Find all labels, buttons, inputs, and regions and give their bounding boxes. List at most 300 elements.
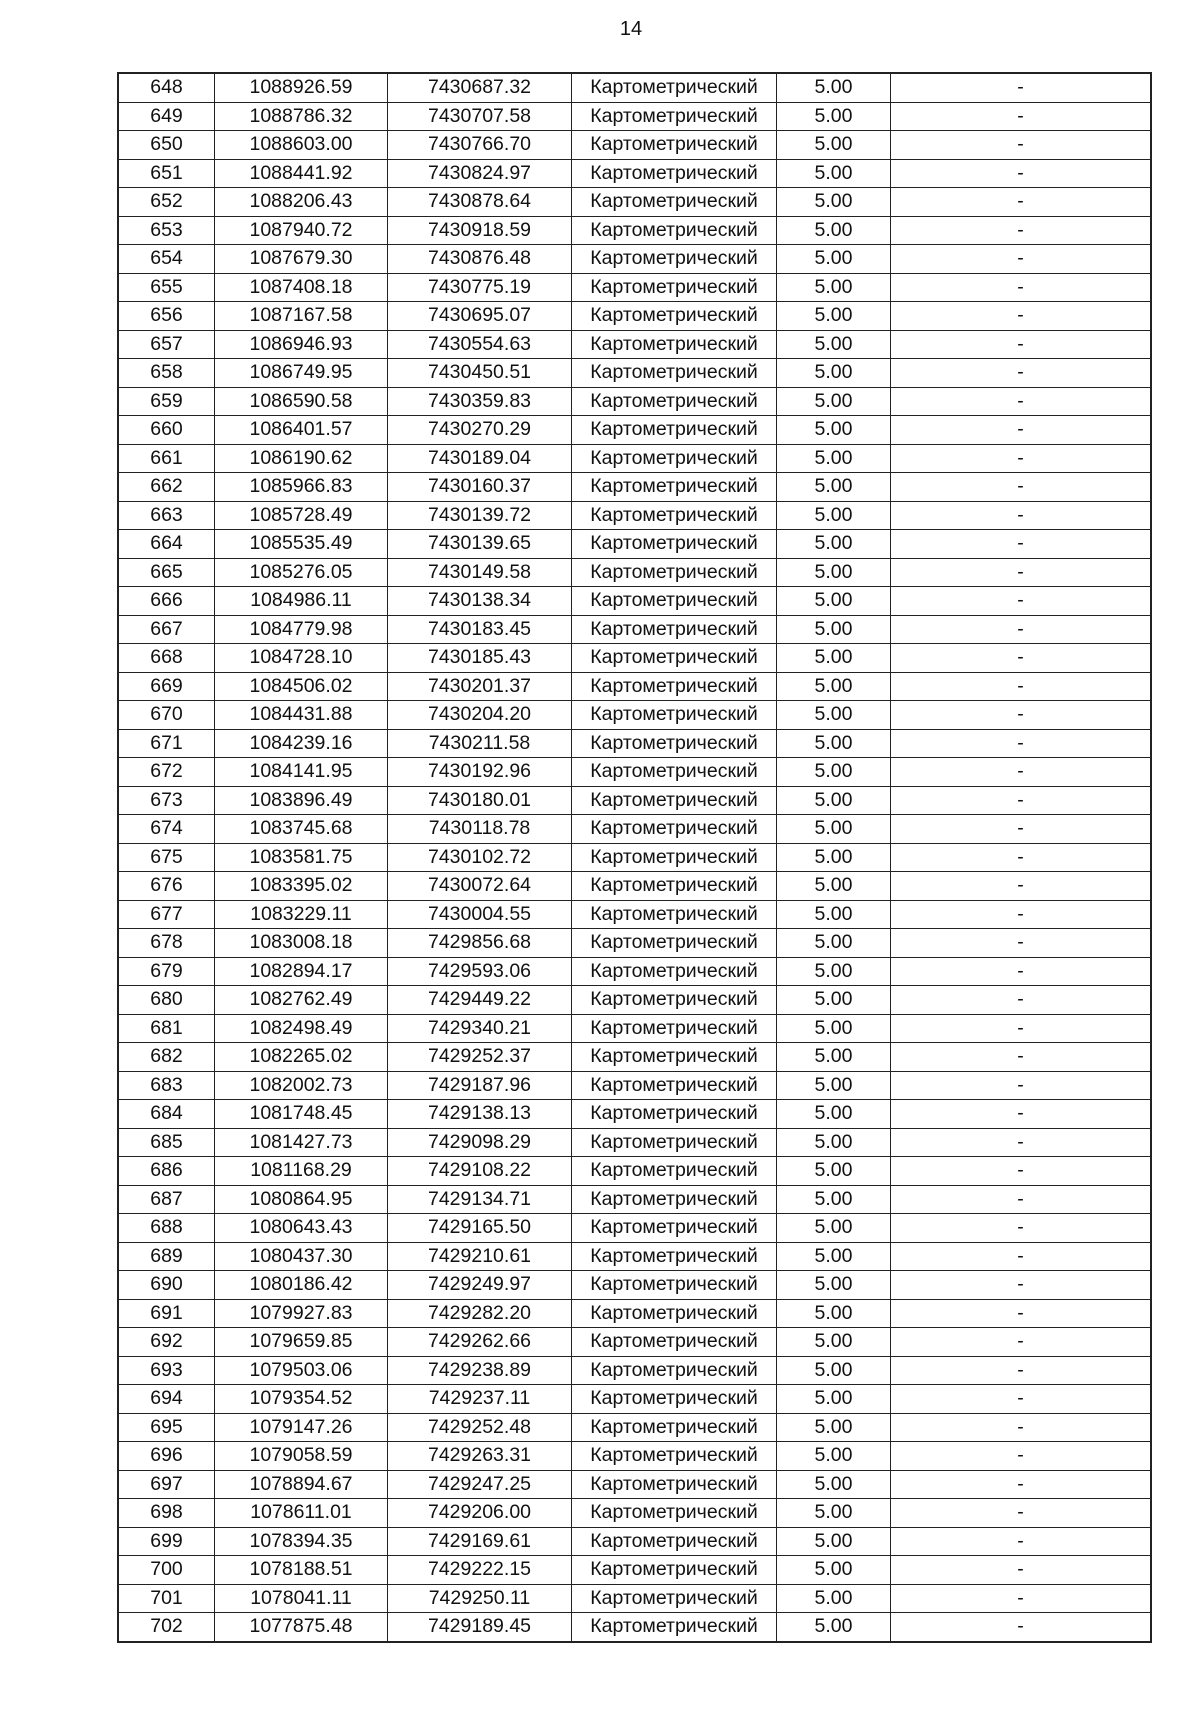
point-number-cell: 699 — [118, 1527, 215, 1556]
x-coordinate-cell: 1086590.58 — [215, 387, 388, 416]
y-coordinate-cell: 7429262.66 — [388, 1328, 572, 1357]
accuracy-cell: 5.00 — [777, 587, 891, 616]
point-number-cell: 665 — [118, 558, 215, 587]
x-coordinate-cell: 1087408.18 — [215, 273, 388, 302]
y-coordinate-cell: 7429252.48 — [388, 1413, 572, 1442]
description-cell: - — [891, 1385, 1152, 1414]
accuracy-cell: 5.00 — [777, 1413, 891, 1442]
table-row — [118, 73, 1151, 102]
point-number-cell: 666 — [118, 587, 215, 616]
accuracy-cell: 5.00 — [777, 1014, 891, 1043]
point-number-cell: 662 — [118, 473, 215, 502]
description-cell: - — [891, 587, 1152, 616]
y-coordinate-cell: 7429222.15 — [388, 1556, 572, 1585]
method-cell: Картометрический — [572, 216, 777, 245]
y-coordinate-cell: 7430918.59 — [388, 216, 572, 245]
method-cell: Картометрический — [572, 416, 777, 445]
x-coordinate-cell: 1078611.01 — [215, 1499, 388, 1528]
table-row — [118, 701, 1151, 730]
y-coordinate-cell: 7429249.97 — [388, 1271, 572, 1300]
description-cell: - — [891, 986, 1152, 1015]
x-coordinate-cell: 1083008.18 — [215, 929, 388, 958]
y-coordinate-cell: 7430102.72 — [388, 843, 572, 872]
point-number-cell: 681 — [118, 1014, 215, 1043]
method-cell: Картометрический — [572, 1413, 777, 1442]
x-coordinate-cell: 1082894.17 — [215, 957, 388, 986]
description-cell: - — [891, 615, 1152, 644]
description-cell: - — [891, 1328, 1152, 1357]
table-row — [118, 245, 1151, 274]
method-cell: Картометрический — [572, 900, 777, 929]
point-number-cell: 669 — [118, 672, 215, 701]
y-coordinate-cell: 7429189.45 — [388, 1613, 572, 1642]
accuracy-cell: 5.00 — [777, 786, 891, 815]
method-cell: Картометрический — [572, 1613, 777, 1642]
method-cell: Картометрический — [572, 672, 777, 701]
y-coordinate-cell: 7429250.11 — [388, 1584, 572, 1613]
accuracy-cell: 5.00 — [777, 615, 891, 644]
accuracy-cell: 5.00 — [777, 815, 891, 844]
description-cell: - — [891, 758, 1152, 787]
accuracy-cell: 5.00 — [777, 1214, 891, 1243]
method-cell: Картометрический — [572, 587, 777, 616]
description-cell: - — [891, 1100, 1152, 1129]
x-coordinate-cell: 1088926.59 — [215, 73, 388, 102]
y-coordinate-cell: 7429134.71 — [388, 1185, 572, 1214]
method-cell: Картометрический — [572, 1385, 777, 1414]
method-cell: Картометрический — [572, 444, 777, 473]
point-number-cell: 653 — [118, 216, 215, 245]
table-row — [118, 159, 1151, 188]
x-coordinate-cell: 1083581.75 — [215, 843, 388, 872]
description-cell: - — [891, 786, 1152, 815]
table-row — [118, 1527, 1151, 1556]
point-number-cell: 686 — [118, 1157, 215, 1186]
point-number-cell: 657 — [118, 330, 215, 359]
point-number-cell: 678 — [118, 929, 215, 958]
x-coordinate-cell: 1084986.11 — [215, 587, 388, 616]
description-cell: - — [891, 1185, 1152, 1214]
description-cell: - — [891, 1242, 1152, 1271]
point-number-cell: 687 — [118, 1185, 215, 1214]
y-coordinate-cell: 7430192.96 — [388, 758, 572, 787]
x-coordinate-cell: 1086749.95 — [215, 359, 388, 388]
method-cell: Картометрический — [572, 644, 777, 673]
method-cell: Картометрический — [572, 131, 777, 160]
point-number-cell: 655 — [118, 273, 215, 302]
point-number-cell: 676 — [118, 872, 215, 901]
method-cell: Картометрический — [572, 273, 777, 302]
x-coordinate-cell: 1087167.58 — [215, 302, 388, 331]
table-row — [118, 1128, 1151, 1157]
x-coordinate-cell: 1083395.02 — [215, 872, 388, 901]
y-coordinate-cell: 7429108.22 — [388, 1157, 572, 1186]
table-row — [118, 530, 1151, 559]
y-coordinate-cell: 7430707.58 — [388, 102, 572, 131]
x-coordinate-cell: 1087679.30 — [215, 245, 388, 274]
y-coordinate-cell: 7430201.37 — [388, 672, 572, 701]
x-coordinate-cell: 1084431.88 — [215, 701, 388, 730]
table-row — [118, 900, 1151, 929]
table-row — [118, 558, 1151, 587]
x-coordinate-cell: 1084728.10 — [215, 644, 388, 673]
description-cell: - — [891, 473, 1152, 502]
y-coordinate-cell: 7430554.63 — [388, 330, 572, 359]
description-cell: - — [891, 558, 1152, 587]
table-row — [118, 330, 1151, 359]
point-number-cell: 689 — [118, 1242, 215, 1271]
table-row — [118, 1442, 1151, 1471]
table-row — [118, 416, 1151, 445]
point-number-cell: 674 — [118, 815, 215, 844]
x-coordinate-cell: 1082762.49 — [215, 986, 388, 1015]
accuracy-cell: 5.00 — [777, 131, 891, 160]
x-coordinate-cell: 1082265.02 — [215, 1043, 388, 1072]
x-coordinate-cell: 1084141.95 — [215, 758, 388, 787]
accuracy-cell: 5.00 — [777, 501, 891, 530]
table-row — [118, 1385, 1151, 1414]
point-number-cell: 650 — [118, 131, 215, 160]
y-coordinate-cell: 7429449.22 — [388, 986, 572, 1015]
table-row — [118, 1214, 1151, 1243]
x-coordinate-cell: 1086401.57 — [215, 416, 388, 445]
description-cell: - — [891, 330, 1152, 359]
point-number-cell: 652 — [118, 188, 215, 217]
x-coordinate-cell: 1083229.11 — [215, 900, 388, 929]
method-cell: Картометрический — [572, 1071, 777, 1100]
description-cell: - — [891, 900, 1152, 929]
accuracy-cell: 5.00 — [777, 672, 891, 701]
table-row — [118, 1014, 1151, 1043]
method-cell: Картометрический — [572, 159, 777, 188]
accuracy-cell: 5.00 — [777, 1584, 891, 1613]
point-number-cell: 656 — [118, 302, 215, 331]
x-coordinate-cell: 1085728.49 — [215, 501, 388, 530]
y-coordinate-cell: 7430004.55 — [388, 900, 572, 929]
description-cell: - — [891, 1214, 1152, 1243]
x-coordinate-cell: 1084239.16 — [215, 729, 388, 758]
description-cell: - — [891, 1499, 1152, 1528]
accuracy-cell: 5.00 — [777, 1043, 891, 1072]
table-row — [118, 1356, 1151, 1385]
method-cell: Картометрический — [572, 1043, 777, 1072]
method-cell: Картометрический — [572, 1157, 777, 1186]
y-coordinate-cell: 7430183.45 — [388, 615, 572, 644]
point-number-cell: 693 — [118, 1356, 215, 1385]
x-coordinate-cell: 1082498.49 — [215, 1014, 388, 1043]
description-cell: - — [891, 815, 1152, 844]
x-coordinate-cell: 1077875.48 — [215, 1613, 388, 1642]
description-cell: - — [891, 1043, 1152, 1072]
table-row — [118, 1043, 1151, 1072]
x-coordinate-cell: 1086946.93 — [215, 330, 388, 359]
method-cell: Картометрический — [572, 102, 777, 131]
method-cell: Картометрический — [572, 530, 777, 559]
accuracy-cell: 5.00 — [777, 188, 891, 217]
method-cell: Картометрический — [572, 387, 777, 416]
table-row — [118, 786, 1151, 815]
point-number-cell: 663 — [118, 501, 215, 530]
method-cell: Картометрический — [572, 1242, 777, 1271]
y-coordinate-cell: 7429210.61 — [388, 1242, 572, 1271]
method-cell: Картометрический — [572, 245, 777, 274]
accuracy-cell: 5.00 — [777, 1157, 891, 1186]
method-cell: Картометрический — [572, 957, 777, 986]
table-row — [118, 615, 1151, 644]
accuracy-cell: 5.00 — [777, 900, 891, 929]
description-cell: - — [891, 1128, 1152, 1157]
description-cell: - — [891, 501, 1152, 530]
point-number-cell: 683 — [118, 1071, 215, 1100]
method-cell: Картометрический — [572, 843, 777, 872]
y-coordinate-cell: 7429282.20 — [388, 1299, 572, 1328]
description-cell: - — [891, 530, 1152, 559]
description-cell: - — [891, 245, 1152, 274]
y-coordinate-cell: 7429593.06 — [388, 957, 572, 986]
table-row — [118, 957, 1151, 986]
y-coordinate-cell: 7430878.64 — [388, 188, 572, 217]
y-coordinate-cell: 7430876.48 — [388, 245, 572, 274]
point-number-cell: 659 — [118, 387, 215, 416]
table-row — [118, 131, 1151, 160]
description-cell: - — [891, 73, 1152, 102]
accuracy-cell: 5.00 — [777, 1385, 891, 1414]
description-cell: - — [891, 1299, 1152, 1328]
accuracy-cell: 5.00 — [777, 1356, 891, 1385]
y-coordinate-cell: 7429856.68 — [388, 929, 572, 958]
y-coordinate-cell: 7430072.64 — [388, 872, 572, 901]
y-coordinate-cell: 7430270.29 — [388, 416, 572, 445]
point-number-cell: 695 — [118, 1413, 215, 1442]
table-row — [118, 273, 1151, 302]
table-row — [118, 986, 1151, 1015]
description-cell: - — [891, 1356, 1152, 1385]
y-coordinate-cell: 7430149.58 — [388, 558, 572, 587]
method-cell: Картометрический — [572, 501, 777, 530]
point-number-cell: 649 — [118, 102, 215, 131]
description-cell: - — [891, 644, 1152, 673]
accuracy-cell: 5.00 — [777, 73, 891, 102]
table-row — [118, 1556, 1151, 1585]
method-cell: Картометрический — [572, 73, 777, 102]
table-row — [118, 1613, 1151, 1642]
x-coordinate-cell: 1083745.68 — [215, 815, 388, 844]
point-number-cell: 658 — [118, 359, 215, 388]
y-coordinate-cell: 7430687.32 — [388, 73, 572, 102]
x-coordinate-cell: 1078188.51 — [215, 1556, 388, 1585]
accuracy-cell: 5.00 — [777, 558, 891, 587]
y-coordinate-cell: 7430359.83 — [388, 387, 572, 416]
method-cell: Картометрический — [572, 188, 777, 217]
x-coordinate-cell: 1082002.73 — [215, 1071, 388, 1100]
table-row — [118, 359, 1151, 388]
point-number-cell: 670 — [118, 701, 215, 730]
table-row — [118, 729, 1151, 758]
x-coordinate-cell: 1079147.26 — [215, 1413, 388, 1442]
x-coordinate-cell: 1078041.11 — [215, 1584, 388, 1613]
description-cell: - — [891, 957, 1152, 986]
description-cell: - — [891, 1470, 1152, 1499]
accuracy-cell: 5.00 — [777, 359, 891, 388]
accuracy-cell: 5.00 — [777, 159, 891, 188]
x-coordinate-cell: 1088603.00 — [215, 131, 388, 160]
y-coordinate-cell: 7430824.97 — [388, 159, 572, 188]
accuracy-cell: 5.00 — [777, 872, 891, 901]
y-coordinate-cell: 7430139.65 — [388, 530, 572, 559]
point-number-cell: 675 — [118, 843, 215, 872]
accuracy-cell: 5.00 — [777, 273, 891, 302]
y-coordinate-cell: 7429238.89 — [388, 1356, 572, 1385]
method-cell: Картометрический — [572, 758, 777, 787]
y-coordinate-cell: 7430180.01 — [388, 786, 572, 815]
point-number-cell: 654 — [118, 245, 215, 274]
description-cell: - — [891, 359, 1152, 388]
accuracy-cell: 5.00 — [777, 1271, 891, 1300]
coordinates-table — [117, 72, 1152, 1643]
point-number-cell: 661 — [118, 444, 215, 473]
description-cell: - — [891, 387, 1152, 416]
x-coordinate-cell: 1078894.67 — [215, 1470, 388, 1499]
x-coordinate-cell: 1078394.35 — [215, 1527, 388, 1556]
description-cell: - — [891, 1527, 1152, 1556]
table-row — [118, 1413, 1151, 1442]
y-coordinate-cell: 7430189.04 — [388, 444, 572, 473]
table-row — [118, 815, 1151, 844]
point-number-cell: 680 — [118, 986, 215, 1015]
accuracy-cell: 5.00 — [777, 444, 891, 473]
y-coordinate-cell: 7429206.00 — [388, 1499, 572, 1528]
description-cell: - — [891, 872, 1152, 901]
method-cell: Картометрический — [572, 1271, 777, 1300]
point-number-cell: 685 — [118, 1128, 215, 1157]
method-cell: Картометрический — [572, 1100, 777, 1129]
y-coordinate-cell: 7430766.70 — [388, 131, 572, 160]
point-number-cell: 677 — [118, 900, 215, 929]
x-coordinate-cell: 1080186.42 — [215, 1271, 388, 1300]
description-cell: - — [891, 159, 1152, 188]
x-coordinate-cell: 1084779.98 — [215, 615, 388, 644]
method-cell: Картометрический — [572, 1556, 777, 1585]
method-cell: Картометрический — [572, 558, 777, 587]
description-cell: - — [891, 1271, 1152, 1300]
description-cell: - — [891, 929, 1152, 958]
x-coordinate-cell: 1079058.59 — [215, 1442, 388, 1471]
accuracy-cell: 5.00 — [777, 387, 891, 416]
table-row — [118, 843, 1151, 872]
table-row — [118, 1470, 1151, 1499]
accuracy-cell: 5.00 — [777, 102, 891, 131]
x-coordinate-cell: 1086190.62 — [215, 444, 388, 473]
point-number-cell: 668 — [118, 644, 215, 673]
accuracy-cell: 5.00 — [777, 1299, 891, 1328]
table-row — [118, 444, 1151, 473]
x-coordinate-cell: 1079354.52 — [215, 1385, 388, 1414]
description-cell: - — [891, 302, 1152, 331]
method-cell: Картометрический — [572, 1442, 777, 1471]
accuracy-cell: 5.00 — [777, 929, 891, 958]
accuracy-cell: 5.00 — [777, 1556, 891, 1585]
x-coordinate-cell: 1083896.49 — [215, 786, 388, 815]
accuracy-cell: 5.00 — [777, 330, 891, 359]
point-number-cell: 671 — [118, 729, 215, 758]
description-cell: - — [891, 1556, 1152, 1585]
x-coordinate-cell: 1087940.72 — [215, 216, 388, 245]
table-row — [118, 102, 1151, 131]
accuracy-cell: 5.00 — [777, 302, 891, 331]
point-number-cell: 660 — [118, 416, 215, 445]
table-row — [118, 1584, 1151, 1613]
accuracy-cell: 5.00 — [777, 1442, 891, 1471]
point-number-cell: 651 — [118, 159, 215, 188]
y-coordinate-cell: 7429237.11 — [388, 1385, 572, 1414]
x-coordinate-cell: 1085966.83 — [215, 473, 388, 502]
y-coordinate-cell: 7429252.37 — [388, 1043, 572, 1072]
description-cell: - — [891, 1071, 1152, 1100]
accuracy-cell: 5.00 — [777, 473, 891, 502]
description-cell: - — [891, 131, 1152, 160]
description-cell: - — [891, 444, 1152, 473]
x-coordinate-cell: 1088441.92 — [215, 159, 388, 188]
table-row — [118, 587, 1151, 616]
table-row — [118, 501, 1151, 530]
method-cell: Картометрический — [572, 615, 777, 644]
method-cell: Картометрический — [572, 330, 777, 359]
x-coordinate-cell: 1080864.95 — [215, 1185, 388, 1214]
point-number-cell: 648 — [118, 73, 215, 102]
y-coordinate-cell: 7430450.51 — [388, 359, 572, 388]
y-coordinate-cell: 7429340.21 — [388, 1014, 572, 1043]
y-coordinate-cell: 7430138.34 — [388, 587, 572, 616]
accuracy-cell: 5.00 — [777, 1100, 891, 1129]
description-cell: - — [891, 1613, 1152, 1642]
description-cell: - — [891, 216, 1152, 245]
accuracy-cell: 5.00 — [777, 1128, 891, 1157]
accuracy-cell: 5.00 — [777, 701, 891, 730]
table-row — [118, 387, 1151, 416]
x-coordinate-cell: 1081427.73 — [215, 1128, 388, 1157]
method-cell: Картометрический — [572, 1128, 777, 1157]
method-cell: Картометрический — [572, 1328, 777, 1357]
y-coordinate-cell: 7429138.13 — [388, 1100, 572, 1129]
y-coordinate-cell: 7429098.29 — [388, 1128, 572, 1157]
method-cell: Картометрический — [572, 302, 777, 331]
point-number-cell: 673 — [118, 786, 215, 815]
description-cell: - — [891, 729, 1152, 758]
accuracy-cell: 5.00 — [777, 216, 891, 245]
accuracy-cell: 5.00 — [777, 986, 891, 1015]
y-coordinate-cell: 7430204.20 — [388, 701, 572, 730]
point-number-cell: 700 — [118, 1556, 215, 1585]
table-row — [118, 302, 1151, 331]
accuracy-cell: 5.00 — [777, 644, 891, 673]
point-number-cell: 696 — [118, 1442, 215, 1471]
point-number-cell: 667 — [118, 615, 215, 644]
y-coordinate-cell: 7430160.37 — [388, 473, 572, 502]
description-cell: - — [891, 416, 1152, 445]
description-cell: - — [891, 672, 1152, 701]
table-row — [118, 216, 1151, 245]
table-row — [118, 872, 1151, 901]
point-number-cell: 697 — [118, 1470, 215, 1499]
y-coordinate-cell: 7430211.58 — [388, 729, 572, 758]
description-cell: - — [891, 1442, 1152, 1471]
table-row — [118, 473, 1151, 502]
description-cell: - — [891, 1413, 1152, 1442]
table-row — [118, 1157, 1151, 1186]
method-cell: Картометрический — [572, 1470, 777, 1499]
y-coordinate-cell: 7429187.96 — [388, 1071, 572, 1100]
point-number-cell: 664 — [118, 530, 215, 559]
